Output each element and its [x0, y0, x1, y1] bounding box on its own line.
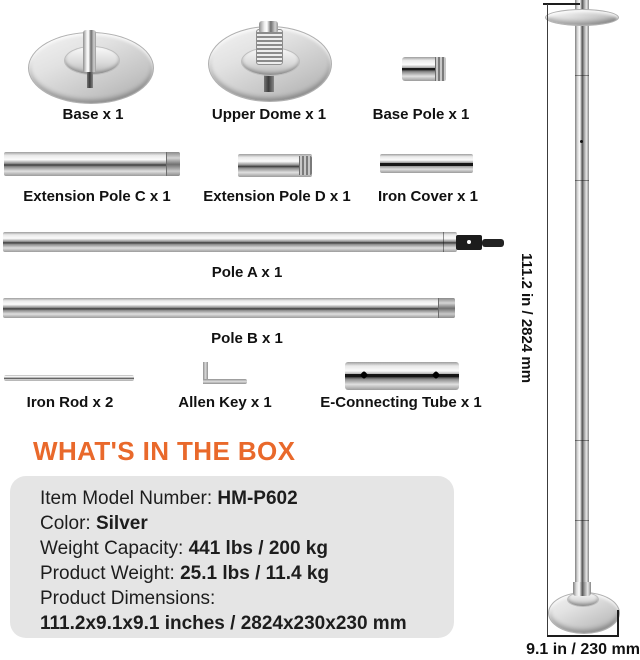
height-dimension-top-tick	[543, 3, 580, 5]
pole-b-cap	[438, 298, 455, 318]
pole-seam-1	[575, 75, 589, 76]
spec-weight-value: 25.1 lbs / 11.4 kg	[180, 563, 330, 584]
pole-seam-3	[575, 440, 589, 441]
upper-dome-thread	[256, 29, 283, 65]
e-connecting-tube-hole-left	[360, 371, 368, 379]
height-dimension-line	[547, 4, 548, 637]
pole-a-label: Pole A x 1	[211, 264, 283, 281]
spec-dimensions-heading	[40, 586, 446, 611]
allen-key-horizontal-arm	[203, 379, 247, 384]
e-connecting-tube-stripe	[345, 374, 459, 377]
base-pole-band	[402, 68, 436, 70]
iron-cover-stripe	[380, 163, 473, 166]
spec-capacity	[40, 536, 446, 561]
iron-cover-image	[380, 154, 473, 173]
e-connecting-tube-hole-right	[432, 371, 440, 379]
pole-a-adjuster-dot	[467, 240, 471, 244]
pole-a-adjuster	[456, 235, 482, 250]
e-connecting-tube-image	[345, 362, 459, 390]
spec-model-value: HM-P602	[217, 488, 298, 509]
spec-color-value: Silver	[95, 513, 148, 534]
spec-dimensions-value: 111.2x9.1x9.1 inches / 2824x230x230 mm	[40, 613, 407, 634]
base-rod	[83, 30, 96, 72]
spec-weight	[40, 561, 446, 586]
spec-panel	[10, 476, 454, 638]
spec-lines	[40, 486, 446, 636]
base-pole-cap	[435, 57, 446, 81]
pole-a-image	[3, 232, 457, 252]
floor-base-hub	[573, 582, 591, 596]
width-dimension-line	[547, 635, 619, 637]
extension-pole-c-image	[4, 152, 180, 176]
iron-cover-label: Iron Cover x 1	[377, 188, 479, 205]
extension-pole-d-cap	[299, 156, 312, 175]
allen-key-label: Allen Key x 1	[178, 394, 272, 411]
base-pole-label: Base Pole x 1	[372, 106, 470, 123]
pole-height-dimension-label: 111.2 in / 2824 mm	[518, 252, 535, 384]
spec-model	[40, 486, 446, 511]
base-width-dimension-label: 9.1 in / 230 mm	[526, 641, 640, 658]
spec-color	[40, 511, 446, 536]
pole-b-image	[3, 298, 455, 318]
spec-color-label: Color:	[40, 513, 96, 534]
spec-capacity-label: Weight Capacity:	[40, 538, 189, 559]
iron-rod-image	[4, 375, 134, 381]
pole-a-seam	[443, 232, 444, 252]
upper-dome-tip	[259, 21, 278, 32]
pole-seam-2	[575, 180, 589, 181]
iron-rod-label: Iron Rod x 2	[26, 394, 114, 411]
spec-weight-label: Product Weight:	[40, 563, 181, 584]
pole-pin-hole	[580, 140, 583, 143]
extension-pole-d-label: Extension Pole D x 1	[203, 188, 351, 205]
extension-pole-d-image	[238, 154, 312, 177]
extension-pole-c-cap	[166, 152, 180, 176]
pole-seam-4	[575, 520, 589, 521]
e-connecting-tube-label: E-Connecting Tube x 1	[320, 394, 482, 411]
spec-capacity-value: 441 lbs / 200 kg	[188, 538, 328, 559]
assembled-pole	[575, 0, 589, 598]
spec-model-label: Item Model Number:	[40, 488, 218, 509]
spec-dimensions-value-line	[40, 611, 446, 636]
base-label: Base x 1	[62, 106, 124, 123]
pole-a-tip	[482, 239, 504, 247]
ceiling-dome-disc	[545, 9, 619, 26]
upper-dome-label: Upper Dome x 1	[211, 106, 327, 123]
extension-pole-c-label: Extension Pole C x 1	[23, 188, 171, 205]
spec-dimensions-label: Product Dimensions:	[40, 588, 216, 609]
pole-b-label: Pole B x 1	[211, 330, 283, 347]
section-title: WHAT'S IN THE BOX	[33, 436, 296, 466]
base-pole-image	[402, 57, 446, 81]
width-dimension-right-tick	[617, 610, 619, 637]
